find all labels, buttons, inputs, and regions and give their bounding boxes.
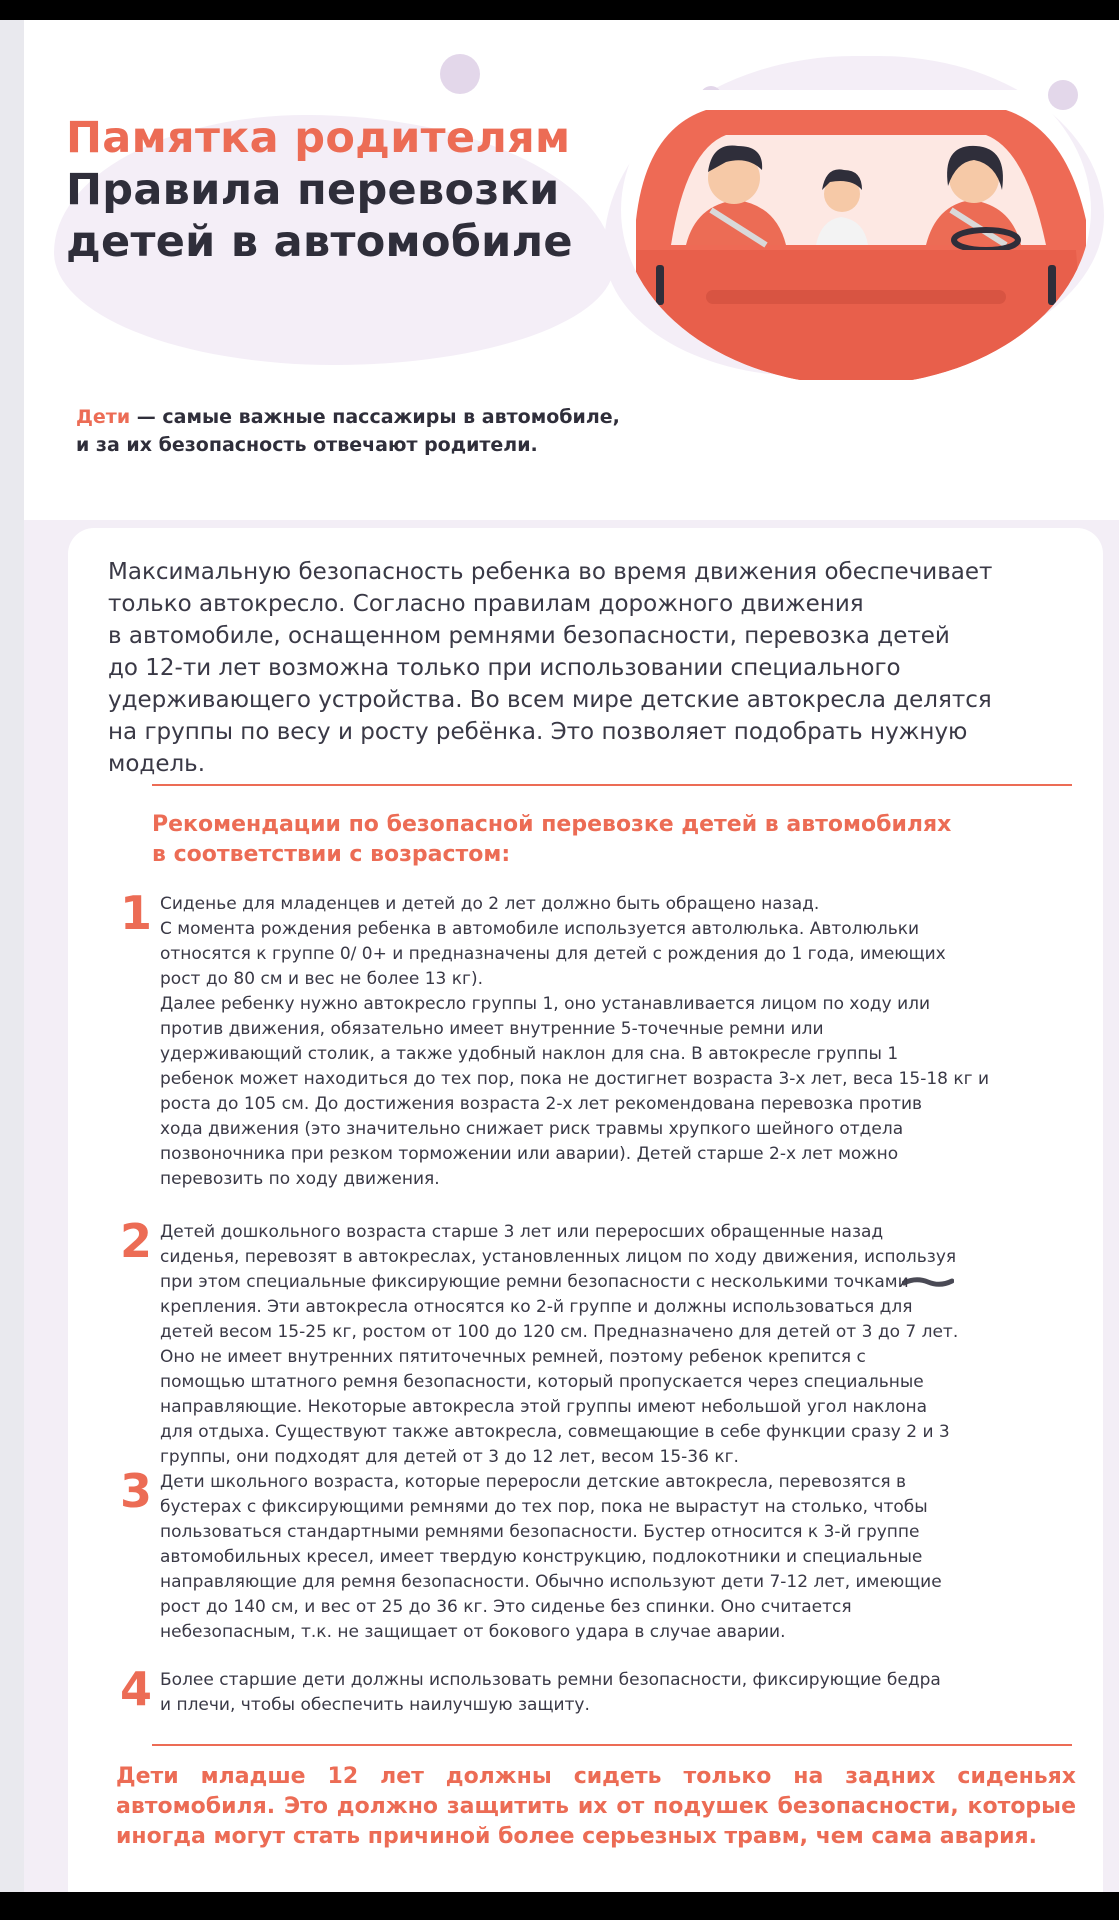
lead-line: в автомобиле, оснащенном ремнями безопасности, перевозка детей (108, 623, 950, 649)
recommendation-item (116, 1662, 1076, 1728)
item-line: относятся к группе 0/ 0+ и предназначены для детей с рождения до 1 года, имеющих (160, 944, 946, 964)
item-line: ребенок может находиться до тех пор, пока не достигнет возраста 3-х лет, веса 15-18 кг и (160, 1069, 990, 1089)
item-text (160, 892, 1076, 1192)
item-line: рост до 140 см, и вес от 25 до 36 кг. Это сиденье без спинки. Оно считается (160, 1597, 852, 1617)
item-line: Дети школьного возраста, которые переросли детские автокресла, перевозятся в (160, 1472, 907, 1492)
item-number: 1 (119, 886, 152, 940)
title-accent: Памятка родителям (66, 113, 571, 163)
item-number: 2 (119, 1214, 152, 1268)
intro-rest: — самые важные пассажиры в автомобиле, (130, 406, 620, 428)
item-line: Более старшие дети должны использовать ремни безопасности, фиксирующие бедра (160, 1670, 941, 1690)
lead-line: на группы по весу и росту ребёнка. Это позволяет подобрать нужную (108, 719, 968, 745)
recommendation-item (116, 1214, 1076, 1470)
item-text (160, 1470, 1076, 1645)
divider (152, 784, 1072, 786)
lead-line: только автокресло. Согласно правилам дорожного движения (108, 591, 864, 617)
memo-sheet (24, 20, 1119, 1892)
recommendations-title-line: в соответствии с возрастом: (152, 842, 511, 867)
intro-accent: Дети (76, 406, 131, 428)
item-line: удерживающий столик, а также удобный наклон для сна. В автокресле группы 1 (160, 1044, 899, 1064)
divider (152, 1744, 1072, 1746)
item-line: роста до 105 см. До достижения возраста 2-х лет рекомендована перевозка против (160, 1094, 923, 1114)
item-line: рост до 80 см и вес не более 13 кг). (160, 969, 484, 989)
item-text (160, 1668, 1076, 1718)
item-line: бустерах с фиксирующими ремнями до тех пор, пока не вырастут на столько, чтобы (160, 1497, 928, 1517)
item-line: Сиденье для младенцев и детей до 2 лет должно быть обращено назад. (160, 894, 820, 914)
recommendation-item (116, 886, 1076, 1192)
item-line: позвоночника при резком торможении или аварии). Детей старше 2-х лет можно (160, 1144, 899, 1164)
item-number: 3 (119, 1464, 152, 1518)
family-in-car-illustration (616, 90, 1096, 380)
item-line: группы, они подходят для детей от 3 до 12 лет, весом 15-36 кг. (160, 1447, 739, 1467)
item-line: направляющие. Некоторые автокресла этой группы имеют небольшой угол наклона (160, 1397, 928, 1417)
item-line: Далее ребенку нужно автокресло группы 1, оно устанавливается лицом по ходу или (160, 994, 931, 1014)
item-line: против движения, обязательно имеет внутренние 5-точечные ремни или (160, 1019, 824, 1039)
page-edge (0, 20, 24, 1892)
lead-paragraph (108, 556, 1068, 780)
recommendation-item (116, 1464, 1076, 1660)
title-line: Правила перевозки (66, 165, 560, 215)
item-text (160, 1220, 1076, 1470)
page-title (66, 112, 626, 268)
item-line: хода движения (это значительно снижает риск травмы хрупкого шейного отдела (160, 1119, 904, 1139)
lead-line: удерживающего устройства. Во всем мире детские автокресла делятся (108, 687, 992, 713)
final-warning: Дети младше 12 лет должны сидеть только на задних сиденьях автомобиля. Это должно защитить их от подушек безопасности, которые иногда могут стать причиной более серьезных травм, чем сама авария. (116, 1764, 1076, 1849)
memo-page (0, 20, 1119, 1892)
item-number: 4 (119, 1662, 152, 1716)
recommendations-title (152, 810, 1052, 870)
item-line: помощью штатного ремня безопасности, который пропускается через специальные (160, 1372, 924, 1392)
item-line: Детей дошкольного возраста старше 3 лет или переросших обращенные назад (160, 1222, 884, 1242)
intro-text (76, 403, 776, 459)
item-line: крепления. Эти автокресла относятся ко 2-й группе и должны использоваться для (160, 1297, 913, 1317)
lead-line: до 12-ти лет возможна только при использовании специального (108, 655, 901, 681)
item-line: небезопасным, т.к. не защищает от бокового удара в случае аварии. (160, 1622, 786, 1642)
decor-dot (440, 54, 480, 94)
title-line: детей в автомобиле (66, 217, 573, 267)
item-line: и плечи, чтобы обеспечить наилучшую защиту. (160, 1695, 590, 1715)
item-line: для отдыха. Существуют также автокресла, совмещающие в себе функции сразу 2 и 3 (160, 1422, 950, 1442)
item-line: детей весом 15-25 кг, ростом от 100 до 120 см. Предназначено для детей от 3 до 7 лет. (160, 1322, 959, 1342)
item-line: при этом специальные фиксирующие ремни безопасности с несколькими точками (160, 1272, 909, 1292)
item-line: С момента рождения ребенка в автомобиле используется автолюлька. Автолюльки (160, 919, 920, 939)
item-line: направляющие для ремня безопасности. Обычно используют дети 7-12 лет, имеющие (160, 1572, 942, 1592)
item-line: пользоваться стандартными ремнями безопасности. Бустер относится к 3-й группе (160, 1522, 920, 1542)
recommendations-title-line: Рекомендации по безопасной перевозке детей в автомобилях (152, 812, 952, 837)
item-line: сиденья, перевозят в автокреслах, установленных лицом по ходу движения, используя (160, 1247, 957, 1267)
intro-line: и за их безопасность отвечают родители. (76, 434, 538, 456)
lead-line: Максимальную безопасность ребенка во время движения обеспечивает (108, 559, 993, 585)
content-card (68, 528, 1103, 1892)
item-line: перевозить по ходу движения. (160, 1169, 440, 1189)
item-line: автомобильных кресел, имеет твердую конструкцию, подлокотники и специальные (160, 1547, 923, 1567)
lead-line: модель. (108, 751, 206, 777)
item-line: Оно не имеет внутренних пятиточечных ремней, поэтому ребенок крепится с (160, 1347, 866, 1367)
